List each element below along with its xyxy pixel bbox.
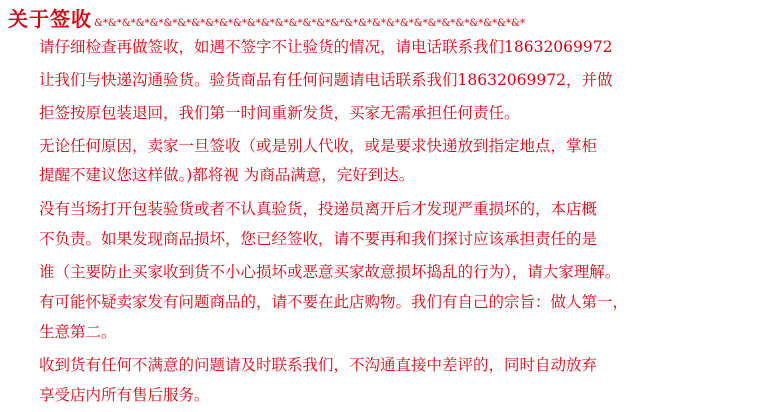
notice-line-6: 没有当场打开包装验货或者不认真验货，投递员离开后才发现严重损坏的，本店概 [39,200,598,218]
notice-line-3: 拒签按原包装退回，我们第一时间重新发货，买家无需承担任何责任。 [39,104,520,122]
title-decoration: &*&*&*&*&*&*&*&*&*&*&*&*&*&*&*&*&*&*&*&*&*&*&*&*&*&*&*&*&*&*&* [94,18,525,29]
title-row [8,3,525,29]
notice-line-2: 让我们与快递沟通验货。验货商品有任何问题请电话联系我们18632069972，并做 [39,71,613,89]
notice-line-1: 请仔细检查再做签收，如遇不签字不让验货的情况，请电话联系我们18632069972 [39,38,613,56]
notice-line-4: 无论任何原因，卖家一旦签收（或是别人代收，或是要求快递放到指定地点，掌柜 [39,137,598,155]
notice-title: 关于签收 [8,7,92,31]
notice-line-9: 有可能怀疑卖家发有问题商品的，请不要在此店购物。我们有自己的宗旨：做人第一， [39,293,629,311]
notice-line-7: 不负责。如果发现商品损坏，您已经签收，请不要再和我们探讨应该承担责任的是 [39,230,598,248]
notice-line-12: 享受店内所有售后服务。 [39,386,210,404]
notice-line-8: 谁（主要防止买家收到货不小心损坏或恶意买家故意损坏捣乱的行为），请大家理解。 [39,263,621,281]
notice-line-5: 提醒不建议您这样做。)都将视 为商品满意，完好到达。 [39,166,415,184]
notice-line-10: 生意第二。 [39,323,117,341]
notice-line-11: 收到货有任何不满意的问题请及时联系我们，不沟通直接中差评的，同时自动放弃 [39,356,598,374]
